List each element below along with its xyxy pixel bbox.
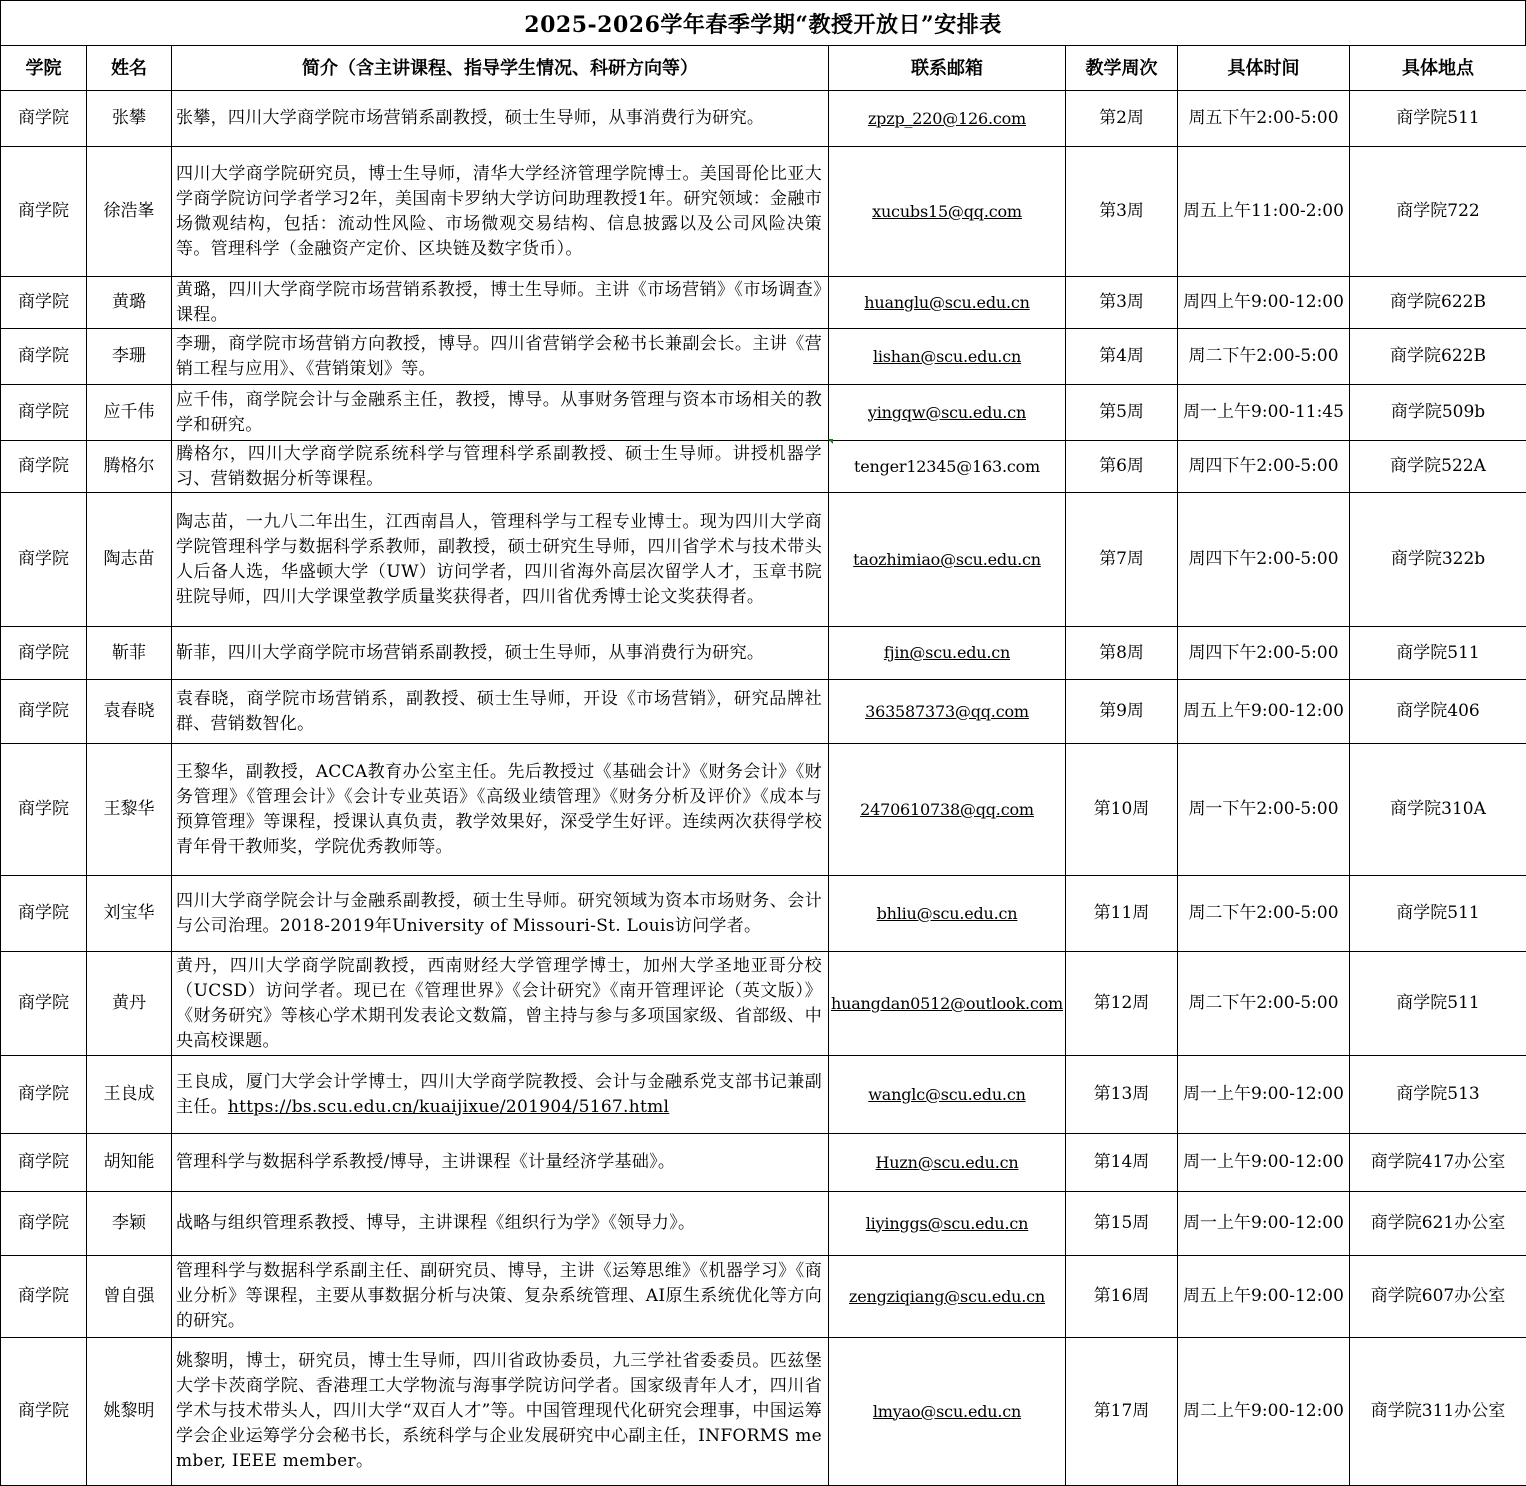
college-cell: 商学院 (1, 493, 87, 627)
name-cell: 胡知能 (87, 1134, 172, 1192)
table-row (1, 1192, 1526, 1256)
place-cell: 商学院322b (1350, 493, 1526, 627)
week-cell: 第4周 (1066, 329, 1178, 385)
intro-cell (172, 680, 829, 744)
time-cell: 周五上午11:00-2:00 (1178, 147, 1350, 277)
week-cell: 第15周 (1066, 1192, 1178, 1256)
time-cell: 周一上午9:00-12:00 (1178, 1192, 1350, 1256)
header-place: 具体地点 (1350, 46, 1526, 91)
table-row (1, 493, 1526, 627)
email-link[interactable]: wanglc@scu.edu.cn (868, 1085, 1025, 1104)
email-cell (829, 1338, 1066, 1486)
table-row (1, 91, 1526, 147)
intro-cell (172, 329, 829, 385)
name-cell: 李珊 (87, 329, 172, 385)
table-row (1, 1056, 1526, 1134)
place-cell: 商学院622B (1350, 277, 1526, 329)
email-cell (829, 329, 1066, 385)
week-cell: 第5周 (1066, 385, 1178, 441)
name-cell: 靳菲 (87, 627, 172, 680)
email-cell (829, 744, 1066, 876)
intro-text: 李珊，商学院市场营销方向教授，博导。四川省营销学会秘书长兼副会长。主讲《营销工程与应用》、《营销策划》等。 (176, 334, 822, 379)
time-cell: 周二下午2:00-5:00 (1178, 952, 1350, 1056)
intro-cell (172, 952, 829, 1056)
college-cell: 商学院 (1, 277, 87, 329)
intro-text: 陶志苗，一九八二年出生，江西南昌人，管理科学与工程专业博士。现为四川大学商学院管理科学与数据科学系教师，副教授，硕士研究生导师，四川省学术与技术带头人后备人选，华盛顿大学（UW）访问学者，四川省海外高层次留学人才，玉章书院驻院导师，四川大学课堂教学质量奖获得者，四川省优秀博士论文奖获得者。 (176, 512, 822, 607)
table-row (1, 1256, 1526, 1338)
table-row (1, 680, 1526, 744)
intro-text: 黄丹，四川大学商学院副教授，西南财经大学管理学博士，加州大学圣地亚哥分校（UCSD）访问学者。现已在《管理世界》《会计研究》《南开管理评论（英文版）》《财务研究》等核心学术期刊发表论文数篇，曾主持与参与多项国家级、省部级、中央高校课题。 (176, 956, 822, 1051)
table-row (1, 1134, 1526, 1192)
email-cell (829, 385, 1066, 441)
name-cell: 姚黎明 (87, 1338, 172, 1486)
college-cell: 商学院 (1, 744, 87, 876)
week-cell: 第6周 (1066, 441, 1178, 493)
name-cell: 徐浩峯 (87, 147, 172, 277)
college-cell: 商学院 (1, 1338, 87, 1486)
time-cell: 周四下午2:00-5:00 (1178, 441, 1350, 493)
intro-cell (172, 385, 829, 441)
intro-cell (172, 1256, 829, 1338)
intro-cell (172, 277, 829, 329)
time-cell: 周五上午9:00-12:00 (1178, 680, 1350, 744)
intro-cell (172, 876, 829, 952)
place-cell: 商学院310A (1350, 744, 1526, 876)
time-cell: 周一上午9:00-11:45 (1178, 385, 1350, 441)
email-cell (829, 277, 1066, 329)
college-cell: 商学院 (1, 441, 87, 493)
email-link[interactable]: lmyao@scu.edu.cn (873, 1402, 1021, 1421)
email-cell (829, 493, 1066, 627)
time-cell: 周一上午9:00-12:00 (1178, 1056, 1350, 1134)
name-cell: 腾格尔 (87, 441, 172, 493)
college-cell: 商学院 (1, 385, 87, 441)
email-link[interactable]: zpzp_220@126.com (868, 109, 1026, 128)
time-cell: 周二上午9:00-12:00 (1178, 1338, 1350, 1486)
week-cell: 第10周 (1066, 744, 1178, 876)
time-cell: 周四下午2:00-5:00 (1178, 627, 1350, 680)
week-cell: 第3周 (1066, 277, 1178, 329)
email-link[interactable]: bhliu@scu.edu.cn (877, 904, 1018, 923)
week-cell: 第16周 (1066, 1256, 1178, 1338)
name-cell: 王良成 (87, 1056, 172, 1134)
email-cell (829, 147, 1066, 277)
intro-cell (172, 1134, 829, 1192)
intro-text: 靳菲，四川大学商学院市场营销系副教授，硕士生导师，从事消费行为研究。 (176, 643, 764, 663)
week-cell: 第7周 (1066, 493, 1178, 627)
week-cell: 第11周 (1066, 876, 1178, 952)
intro-cell (172, 744, 829, 876)
sheet-title: 2025-2026学年春季学期“教授开放日”安排表 (0, 0, 1526, 45)
place-cell: 商学院622B (1350, 329, 1526, 385)
intro-text: 张攀，四川大学商学院市场营销系副教授，硕士生导师，从事消费行为研究。 (176, 108, 764, 128)
email-link[interactable]: taozhimiao@scu.edu.cn (853, 550, 1041, 569)
intro-cell (172, 1338, 829, 1486)
table-row (1, 441, 1526, 493)
time-cell: 周二下午2:00-5:00 (1178, 329, 1350, 385)
header-row (1, 46, 1526, 91)
week-cell: 第13周 (1066, 1056, 1178, 1134)
place-cell: 商学院513 (1350, 1056, 1526, 1134)
table-row (1, 876, 1526, 952)
table-row (1, 744, 1526, 876)
intro-cell (172, 1056, 829, 1134)
week-cell: 第14周 (1066, 1134, 1178, 1192)
college-cell: 商学院 (1, 1256, 87, 1338)
place-cell: 商学院522A (1350, 441, 1526, 493)
intro-cell (172, 147, 829, 277)
time-cell: 周五上午9:00-12:00 (1178, 1256, 1350, 1338)
intro-cell (172, 1192, 829, 1256)
week-cell: 第3周 (1066, 147, 1178, 277)
week-cell: 第2周 (1066, 91, 1178, 147)
email-link[interactable]: Huzn@scu.edu.cn (876, 1153, 1019, 1172)
place-cell: 商学院722 (1350, 147, 1526, 277)
schedule-table (0, 45, 1526, 1486)
college-cell: 商学院 (1, 1134, 87, 1192)
email-link[interactable]: xucubs15@qq.com (872, 202, 1022, 221)
email-link[interactable]: liyinggs@scu.edu.cn (866, 1214, 1029, 1233)
intro-cell (172, 627, 829, 680)
intro-text: 应千伟，商学院会计与金融系主任，教授，博导。从事财务管理与资本市场相关的教学和研究。 (176, 390, 822, 435)
table-row (1, 277, 1526, 329)
email-link[interactable]: tenger12345@163.com (854, 457, 1040, 476)
header-email: 联系邮箱 (829, 46, 1066, 91)
place-cell: 商学院607办公室 (1350, 1256, 1526, 1338)
time-cell: 周四下午2:00-5:00 (1178, 493, 1350, 627)
intro-cell (172, 441, 829, 493)
email-cell (829, 441, 1066, 493)
header-week: 教学周次 (1066, 46, 1178, 91)
header-college: 学院 (1, 46, 87, 91)
name-cell: 刘宝华 (87, 876, 172, 952)
email-cell (829, 680, 1066, 744)
intro-text: 四川大学商学院会计与金融系副教授，硕士生导师。研究领域为资本市场财务、会计与公司治理。2018-2019年University of Missouri-St. Louis访问学者。 (176, 891, 822, 936)
time-cell: 周一上午9:00-12:00 (1178, 1134, 1350, 1192)
intro-cell (172, 493, 829, 627)
intro-cell (172, 91, 829, 147)
time-cell: 周二下午2:00-5:00 (1178, 876, 1350, 952)
intro-text: 管理科学与数据科学系副主任、副研究员、博导，主讲《运筹思维》《机器学习》《商业分析》等课程，主要从事数据分析与决策、复杂系统管理、AI原生系统优化等方向的研究。 (176, 1261, 822, 1331)
week-cell: 第9周 (1066, 680, 1178, 744)
header-name: 姓名 (87, 46, 172, 91)
college-cell: 商学院 (1, 627, 87, 680)
email-cell (829, 1192, 1066, 1256)
college-cell: 商学院 (1, 147, 87, 277)
intro-text: 四川大学商学院研究员，博士生导师，清华大学经济管理学院博士。美国哥伦比亚大学商学院访问学者学习2年，美国南卡罗纳大学访问助理教授1年。研究领域：金融市场微观结构，包括：流动性风险、市场微观交易结构、信息披露以及公司风险决策等。管理科学（金融资产定价、区块链及数字货币）。 (176, 164, 822, 259)
week-cell: 第8周 (1066, 627, 1178, 680)
intro-text: 王黎华，副教授，ACCA教育办公室主任。先后教授过《基础会计》《财务会计》《财务管理》《管理会计》《会计专业英语》《高级业绩管理》《财务分析及评价》《成本与预算管理》等课程，授课认真负责，教学效果好，深受学生好评。连续两次获得学校青年骨干教师奖，学院优秀教师等。 (176, 762, 822, 857)
college-cell: 商学院 (1, 1056, 87, 1134)
place-cell: 商学院509b (1350, 385, 1526, 441)
email-cell (829, 1056, 1066, 1134)
table-row (1, 385, 1526, 441)
intro-text: 黄璐，四川大学商学院市场营销系教授，博士生导师。主讲《市场营销》《市场调查》课程。 (176, 280, 822, 325)
header-intro: 简介（含主讲课程、指导学生情况、科研方向等） (172, 46, 829, 91)
college-cell: 商学院 (1, 1192, 87, 1256)
week-cell: 第12周 (1066, 952, 1178, 1056)
name-cell: 应千伟 (87, 385, 172, 441)
intro-text: 腾格尔，四川大学商学院系统科学与管理科学系副教授、硕士生导师。讲授机器学习、营销数据分析等课程。 (176, 444, 822, 489)
name-cell: 王黎华 (87, 744, 172, 876)
place-cell: 商学院511 (1350, 876, 1526, 952)
intro-text: 袁春晓，商学院市场营销系，副教授、硕士生导师，开设《市场营销》，研究品牌社群、营销数智化。 (176, 689, 822, 734)
college-cell: 商学院 (1, 680, 87, 744)
place-cell: 商学院511 (1350, 627, 1526, 680)
cell-comment-marker[interactable] (828, 439, 833, 444)
time-cell: 周四上午9:00-12:00 (1178, 277, 1350, 329)
college-cell: 商学院 (1, 91, 87, 147)
email-cell (829, 1256, 1066, 1338)
name-cell: 黄璐 (87, 277, 172, 329)
email-link[interactable]: 2470610738@qq.com (860, 800, 1034, 819)
intro-text: 王良成，厦门大学会计学博士，四川大学商学院教授、会计与金融系党支部书记兼副主任。 (176, 1072, 822, 1117)
email-link[interactable]: fjin@scu.edu.cn (884, 643, 1010, 662)
table-row (1, 952, 1526, 1056)
email-cell (829, 627, 1066, 680)
time-cell: 周五下午2:00-5:00 (1178, 91, 1350, 147)
place-cell: 商学院511 (1350, 91, 1526, 147)
email-link[interactable]: zengziqiang@scu.edu.cn (849, 1287, 1045, 1306)
email-link[interactable]: 363587373@qq.com (865, 702, 1029, 721)
name-cell: 陶志苗 (87, 493, 172, 627)
table-row (1, 147, 1526, 277)
place-cell: 商学院511 (1350, 952, 1526, 1056)
table-row (1, 329, 1526, 385)
email-cell (829, 1134, 1066, 1192)
place-cell: 商学院311办公室 (1350, 1338, 1526, 1486)
email-link[interactable]: yingqw@scu.edu.cn (868, 403, 1026, 422)
name-cell: 李颖 (87, 1192, 172, 1256)
email-cell (829, 91, 1066, 147)
college-cell: 商学院 (1, 952, 87, 1056)
intro-text: 姚黎明，博士，研究员，博士生导师，四川省政协委员，九三学社省委委员。匹兹堡大学卡茨商学院、香港理工大学物流与海事学院访问学者。国家级青年人才，四川省学术与技术带头人，四川大学“双百人才”等。中国管理现代化研究会理事，中国运筹学会企业运筹学分会秘书长，系统科学与企业发展研究中心副主任，INFORMS member, IEEE member。 (176, 1351, 822, 1471)
college-cell: 商学院 (1, 876, 87, 952)
name-cell: 张攀 (87, 91, 172, 147)
email-link[interactable]: lishan@scu.edu.cn (873, 347, 1021, 366)
place-cell: 商学院621办公室 (1350, 1192, 1526, 1256)
name-cell: 袁春晓 (87, 680, 172, 744)
email-cell (829, 952, 1066, 1056)
week-cell: 第17周 (1066, 1338, 1178, 1486)
college-cell: 商学院 (1, 329, 87, 385)
intro-text: 管理科学与数据科学系教授/博导，主讲课程《计量经济学基础》。 (176, 1152, 675, 1172)
intro-text: 战略与组织管理系教授、博导，主讲课程《组织行为学》《领导力》。 (176, 1213, 695, 1233)
name-cell: 黄丹 (87, 952, 172, 1056)
email-cell (829, 876, 1066, 952)
profile-link[interactable]: https://bs.scu.edu.cn/kuaijixue/201904/5167.html (228, 1097, 669, 1117)
email-link[interactable]: huanglu@scu.edu.cn (864, 293, 1029, 312)
name-cell: 曾自强 (87, 1256, 172, 1338)
table-row (1, 627, 1526, 680)
place-cell: 商学院406 (1350, 680, 1526, 744)
time-cell: 周一下午2:00-5:00 (1178, 744, 1350, 876)
header-time: 具体时间 (1178, 46, 1350, 91)
place-cell: 商学院417办公室 (1350, 1134, 1526, 1192)
email-link[interactable]: huangdan0512@outlook.com (831, 994, 1063, 1013)
table-row (1, 1338, 1526, 1486)
